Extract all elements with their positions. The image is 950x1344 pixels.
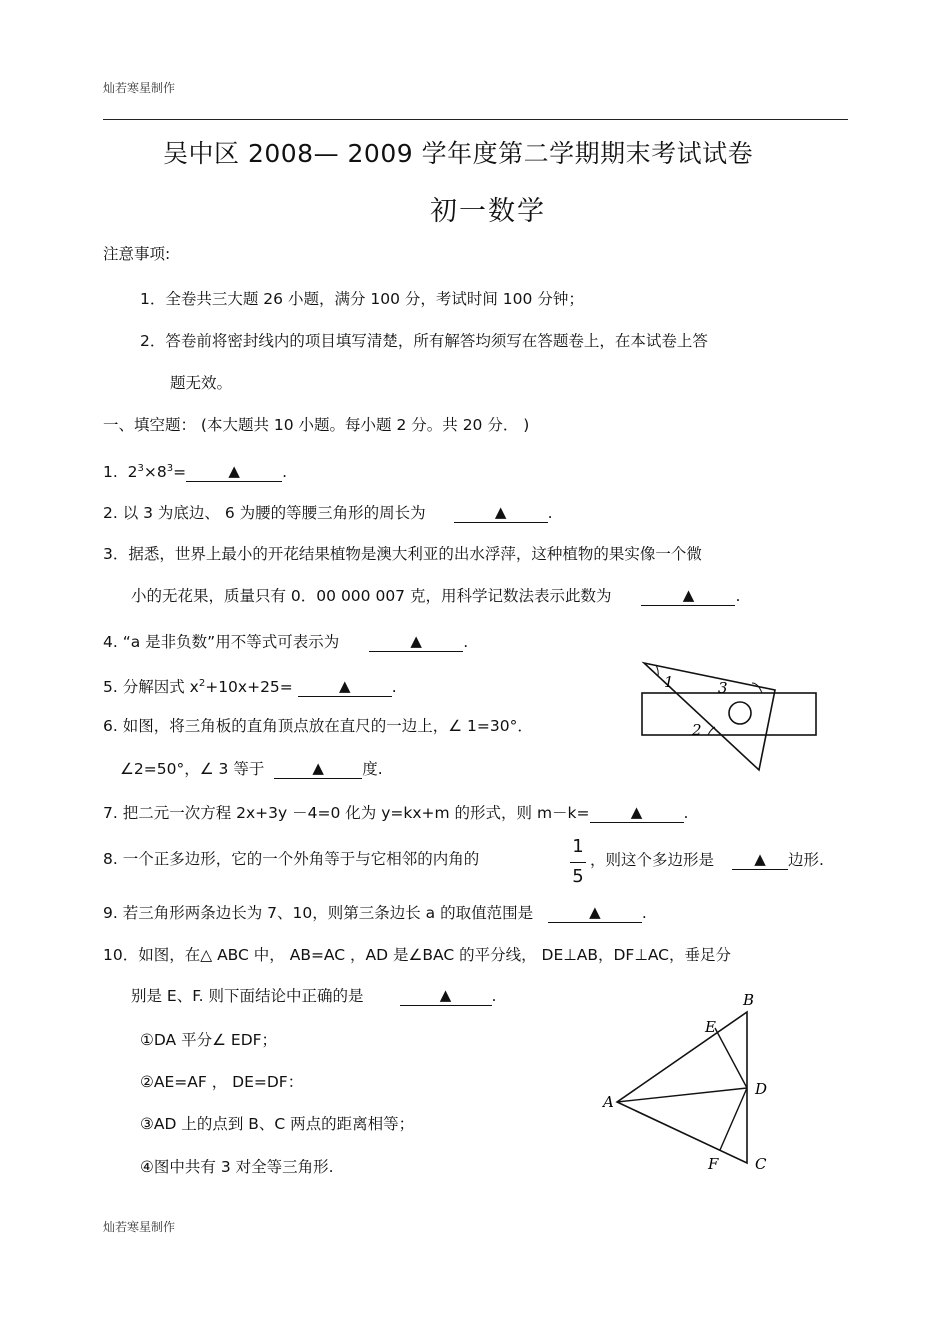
answer-blank-9[interactable]: ▲ <box>548 902 642 923</box>
q5-exp: 2 <box>198 678 206 689</box>
answer-blank-1[interactable]: ▲ <box>186 461 282 482</box>
notes-item-2-line1: 2．答卷前将密封线内的项目填写清楚，所有解答均须写在答题卷上，在本试卷上答 <box>140 332 708 350</box>
question-1 <box>103 459 287 482</box>
answer-blank-5[interactable]: ▲ <box>298 676 392 697</box>
q8-fraction-bar <box>570 862 586 863</box>
notes-item-1: 1．全卷共三大题 26 小题，满分 100 分，考试时间 100 分钟； <box>140 290 584 308</box>
answer-blank-10[interactable]: ▲ <box>400 985 492 1006</box>
q3-text: 小的无花果，质量只有 0．00 000 007 克，用科学记数法表示此数为 <box>131 587 612 605</box>
fig1-label-2: 2 <box>692 721 702 739</box>
fig2-label-b: B <box>743 991 755 1009</box>
question-3-line1: 3．据悉，世界上最小的开花结果植物是澳大利亚的出水浮萍，这种植物的果实像一个微 <box>103 545 702 563</box>
answer-blank-7[interactable]: ▲ <box>590 802 684 823</box>
angle-arc-3 <box>752 683 762 693</box>
fig1-label-1: 1 <box>664 673 674 691</box>
q5-suffix: +10x+25= <box>205 678 293 697</box>
q8-middle: ，则这个多边形是 <box>590 851 715 869</box>
q10-option-4: ④图中共有 3 对全等三角形. <box>140 1158 334 1176</box>
q6-text: ∠2=50°，∠ 3 等于 <box>120 760 265 778</box>
figure-triangle-abc <box>595 985 785 1180</box>
notes-heading: 注意事项: <box>103 245 171 263</box>
q10-end: . <box>491 987 497 1005</box>
triangle-abc-shape <box>617 1012 747 1163</box>
fig2-label-a: A <box>603 1093 614 1111</box>
question-10-line1: 10．如图，在△ ABC 中， AB=AC ，AD 是∠BAC 的平分线， DE⊥AB，DF⊥AC，垂足分 <box>103 946 731 964</box>
answer-blank-6[interactable]: ▲ <box>274 758 362 779</box>
q5-prefix: 5. 分解因式 x <box>103 678 199 697</box>
q1-exp2: 3 <box>166 463 174 474</box>
q9-text: 9. 若三角形两条边长为 7、10，则第三条边长 a 的取值范围是 <box>103 904 534 922</box>
q2-end: . <box>547 504 553 522</box>
q9-end: . <box>641 904 647 922</box>
q1-exp1: 3 <box>137 463 144 474</box>
q6-end: 度. <box>362 760 383 778</box>
question-4 <box>103 631 468 652</box>
segment-de <box>715 1028 747 1088</box>
header-top: 灿若寒星制作 <box>103 81 176 95</box>
q10-option-1: ①DA 平分∠ EDF； <box>140 1031 278 1049</box>
question-2 <box>103 502 553 523</box>
fig2-label-d: D <box>755 1080 768 1098</box>
question-6-line1: 6. 如图，将三角板的直角顶点放在直尺的一边上，∠ 1=30°． <box>103 717 533 735</box>
exam-subtitle: 初一数学 <box>430 196 546 227</box>
figure-ruler-triangle <box>612 645 857 780</box>
exam-title: 吴中区 2008— 2009 学年度第二学期期末考试试卷 <box>163 139 754 168</box>
question-9 <box>103 902 647 923</box>
ruler-hole <box>729 702 751 724</box>
segment-df <box>720 1088 747 1150</box>
question-10-line2 <box>131 985 496 1006</box>
question-5 <box>103 674 397 697</box>
question-7 <box>103 802 688 823</box>
fig2-label-f: F <box>708 1155 719 1173</box>
answer-blank-2[interactable]: ▲ <box>454 502 548 523</box>
section1-heading: 一、填空题： (本大题共 10 小题。每小题 2 分。共 20 分． ) <box>103 416 530 434</box>
q5-end: . <box>391 678 397 697</box>
q1-base2: 8 <box>156 463 167 482</box>
segment-ad <box>617 1088 747 1102</box>
q1-times: × <box>143 463 157 482</box>
q1-num: 1. <box>103 463 118 482</box>
footer-text: 灿若寒星制作 <box>103 1220 176 1234</box>
q7-text: 7. 把二元一次方程 2x+3y －4=0 化为 y=kx+m 的形式，则 m－k= <box>103 804 590 822</box>
fig1-label-3: 3 <box>718 679 728 697</box>
q7-end: . <box>683 804 689 822</box>
q2-text: 2. 以 3 为底边、 6 为腰的等腰三角形的周长为 <box>103 504 426 522</box>
q10-option-3: ③AD 上的点到 B、C 两点的距离相等； <box>140 1115 415 1133</box>
question-8-prefix: 8. 一个正多边形，它的一个外角等于与它相邻的内角的 <box>103 850 480 868</box>
q10-text: 别是 E、F. 则下面结论中正确的是 <box>131 987 364 1005</box>
q1-end: . <box>282 463 288 482</box>
q4-text: 4. “a 是非负数”用不等式可表示为 <box>103 633 340 651</box>
answer-blank-3[interactable]: ▲ <box>641 585 735 606</box>
q8-fraction-denominator: 5 <box>572 866 584 887</box>
q3-end: . <box>735 587 741 605</box>
q1-eq: = <box>173 463 187 482</box>
fig2-label-e: E <box>705 1018 716 1036</box>
q10-option-2: ②AE=AF ， DE=DF： <box>140 1073 304 1091</box>
q8-fraction-numerator: 1 <box>572 836 584 857</box>
q1-base1: 2 <box>127 463 138 482</box>
answer-blank-8[interactable]: ▲ <box>732 849 788 870</box>
q8-end: 边形. <box>788 851 824 869</box>
header-rule <box>103 119 848 120</box>
fig2-label-c: C <box>755 1155 767 1173</box>
question-8-suffix <box>590 849 824 870</box>
question-3-line2 <box>131 585 740 606</box>
q4-end: . <box>463 633 469 651</box>
answer-blank-4[interactable]: ▲ <box>369 631 463 652</box>
question-6-line2 <box>120 758 383 779</box>
angle-arc-2 <box>708 727 715 735</box>
notes-item-2-line2: 题无效。 <box>170 374 233 392</box>
